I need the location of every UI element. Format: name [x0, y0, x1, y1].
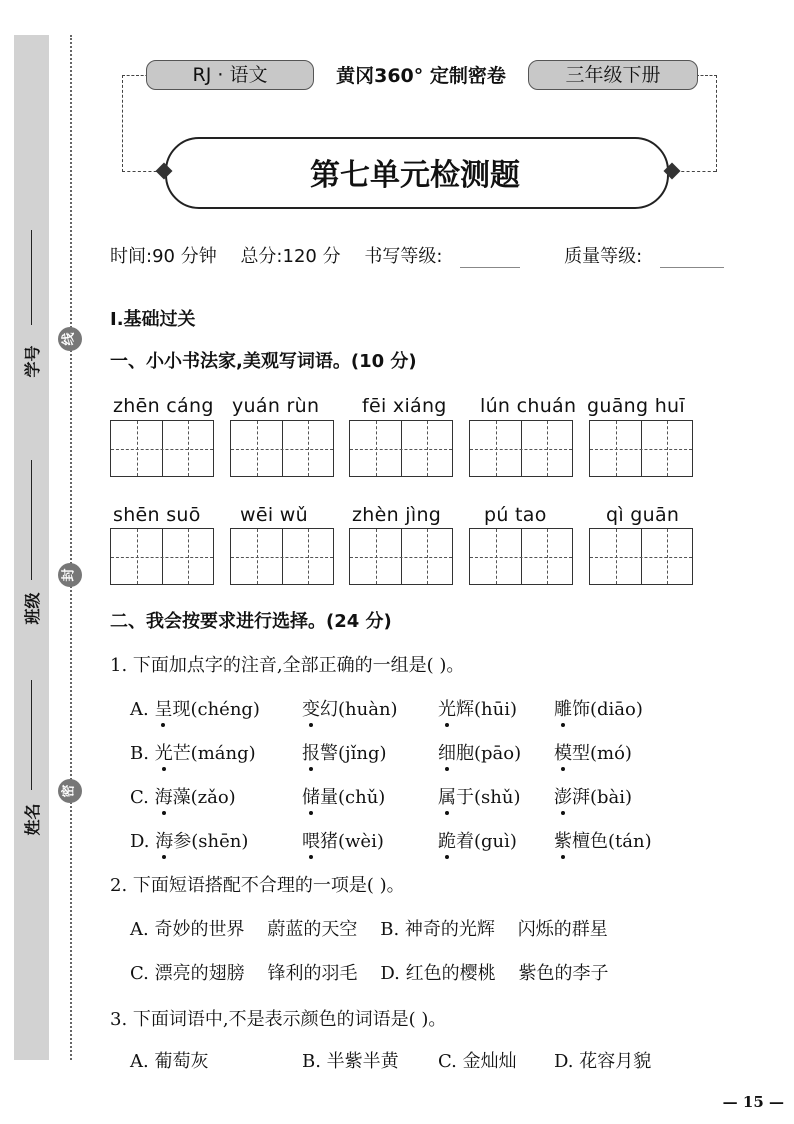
page-title: 第七单元检测题: [310, 158, 520, 193]
page-number: — 15 —: [722, 1093, 784, 1111]
writing-grid[interactable]: [469, 420, 573, 477]
binding-dotted-line: [70, 35, 72, 1060]
writing-grid[interactable]: [349, 420, 453, 477]
writing-grade-field[interactable]: [460, 267, 520, 268]
q2-3-option-d: D. 花容月貌: [554, 1051, 652, 1072]
pinyin-2: yuán rùn: [232, 395, 320, 417]
pinyin-10: qì guān: [606, 504, 680, 526]
pinyin-7: wēi wǔ: [240, 504, 308, 526]
name-label: 姓名: [23, 803, 42, 836]
q2-3-stem: 3. 下面词语中,不是表示颜色的词语是( )。: [110, 1009, 447, 1030]
writing-grid[interactable]: [110, 528, 214, 585]
q2-2-stem: 2. 下面短语搭配不合理的一项是( )。: [110, 875, 405, 896]
seal-char-seal: 封: [58, 563, 82, 587]
quality-grade-field[interactable]: [660, 267, 724, 268]
q2-3-option-a: A. 葡萄灰: [130, 1051, 209, 1072]
pinyin-5: guāng huī: [587, 395, 685, 417]
writing-grid[interactable]: [230, 528, 334, 585]
series-title: 黄冈360° 定制密卷: [336, 65, 506, 87]
quality-grade-label: 质量等级:: [564, 246, 643, 267]
header-dash-right: [696, 75, 717, 172]
writing-grid[interactable]: [110, 420, 214, 477]
part1-heading: Ⅰ.基础过关: [110, 309, 196, 330]
q2-1-option-b: B. 光芒(máng) 报警(jǐng) 细胞(pāo) 模型(mó): [130, 743, 632, 764]
pinyin-9: pú tao: [484, 504, 547, 526]
subject-pill: RJ · 语文: [146, 60, 314, 90]
q2-1-stem: 1. 下面加点字的注音,全部正确的一组是( )。: [110, 655, 465, 676]
pinyin-3: fēi xiáng: [362, 395, 447, 417]
q2-1-option-d: D. 海参(shēn) 喂猪(wèi) 跪着(guì) 紫檀色(tán): [130, 831, 652, 852]
header-dash-right-bottom: [676, 171, 716, 172]
q1-heading: 一、小小书法家,美观写词语。(10 分): [110, 351, 417, 372]
pinyin-1: zhēn cáng: [113, 395, 214, 417]
writing-grid[interactable]: [349, 528, 453, 585]
seal-char-line: 线: [58, 327, 82, 351]
student-id-label: 学号: [23, 345, 42, 378]
q2-2-options-ab: A. 奇妙的世界 蔚蓝的天空 B. 神奇的光辉 闪烁的群星: [130, 919, 608, 940]
pinyin-4: lún chuán: [480, 395, 577, 417]
class-label: 班级: [23, 592, 42, 625]
student-id-field[interactable]: [31, 230, 32, 325]
seal-char-secret: 密: [58, 779, 82, 803]
name-field[interactable]: [31, 680, 32, 790]
total-score: 总分:120 分: [240, 246, 341, 267]
exam-meta: [110, 242, 742, 268]
writing-grade-label: 书写等级:: [364, 246, 443, 267]
header-dash-left: [122, 75, 153, 172]
writing-grid[interactable]: [469, 528, 573, 585]
part2-heading: 二、我会按要求进行选择。(24 分): [110, 611, 392, 632]
pinyin-6: shēn suō: [113, 504, 201, 526]
time-limit: 时间:90 分钟: [110, 246, 217, 267]
q2-3-option-c: C. 金灿灿: [438, 1051, 517, 1072]
class-field[interactable]: [31, 460, 32, 580]
writing-grid[interactable]: [589, 420, 693, 477]
q2-1-option-a: A. 呈现(chéng) 变幻(huàn) 光辉(hūi) 雕饰(diāo): [130, 699, 643, 720]
grade-pill: 三年级下册: [528, 60, 698, 90]
q2-1-option-c: C. 海藻(zǎo) 储量(chǔ) 属于(shǔ) 澎湃(bài): [130, 787, 633, 808]
writing-grid[interactable]: [230, 420, 334, 477]
q2-2-options-cd: C. 漂亮的翅膀 锋利的羽毛 D. 红色的樱桃 紫色的李子: [130, 963, 609, 984]
q2-3-option-b: B. 半紫半黄: [302, 1051, 399, 1072]
pinyin-8: zhèn jìng: [352, 504, 442, 526]
writing-grid[interactable]: [589, 528, 693, 585]
